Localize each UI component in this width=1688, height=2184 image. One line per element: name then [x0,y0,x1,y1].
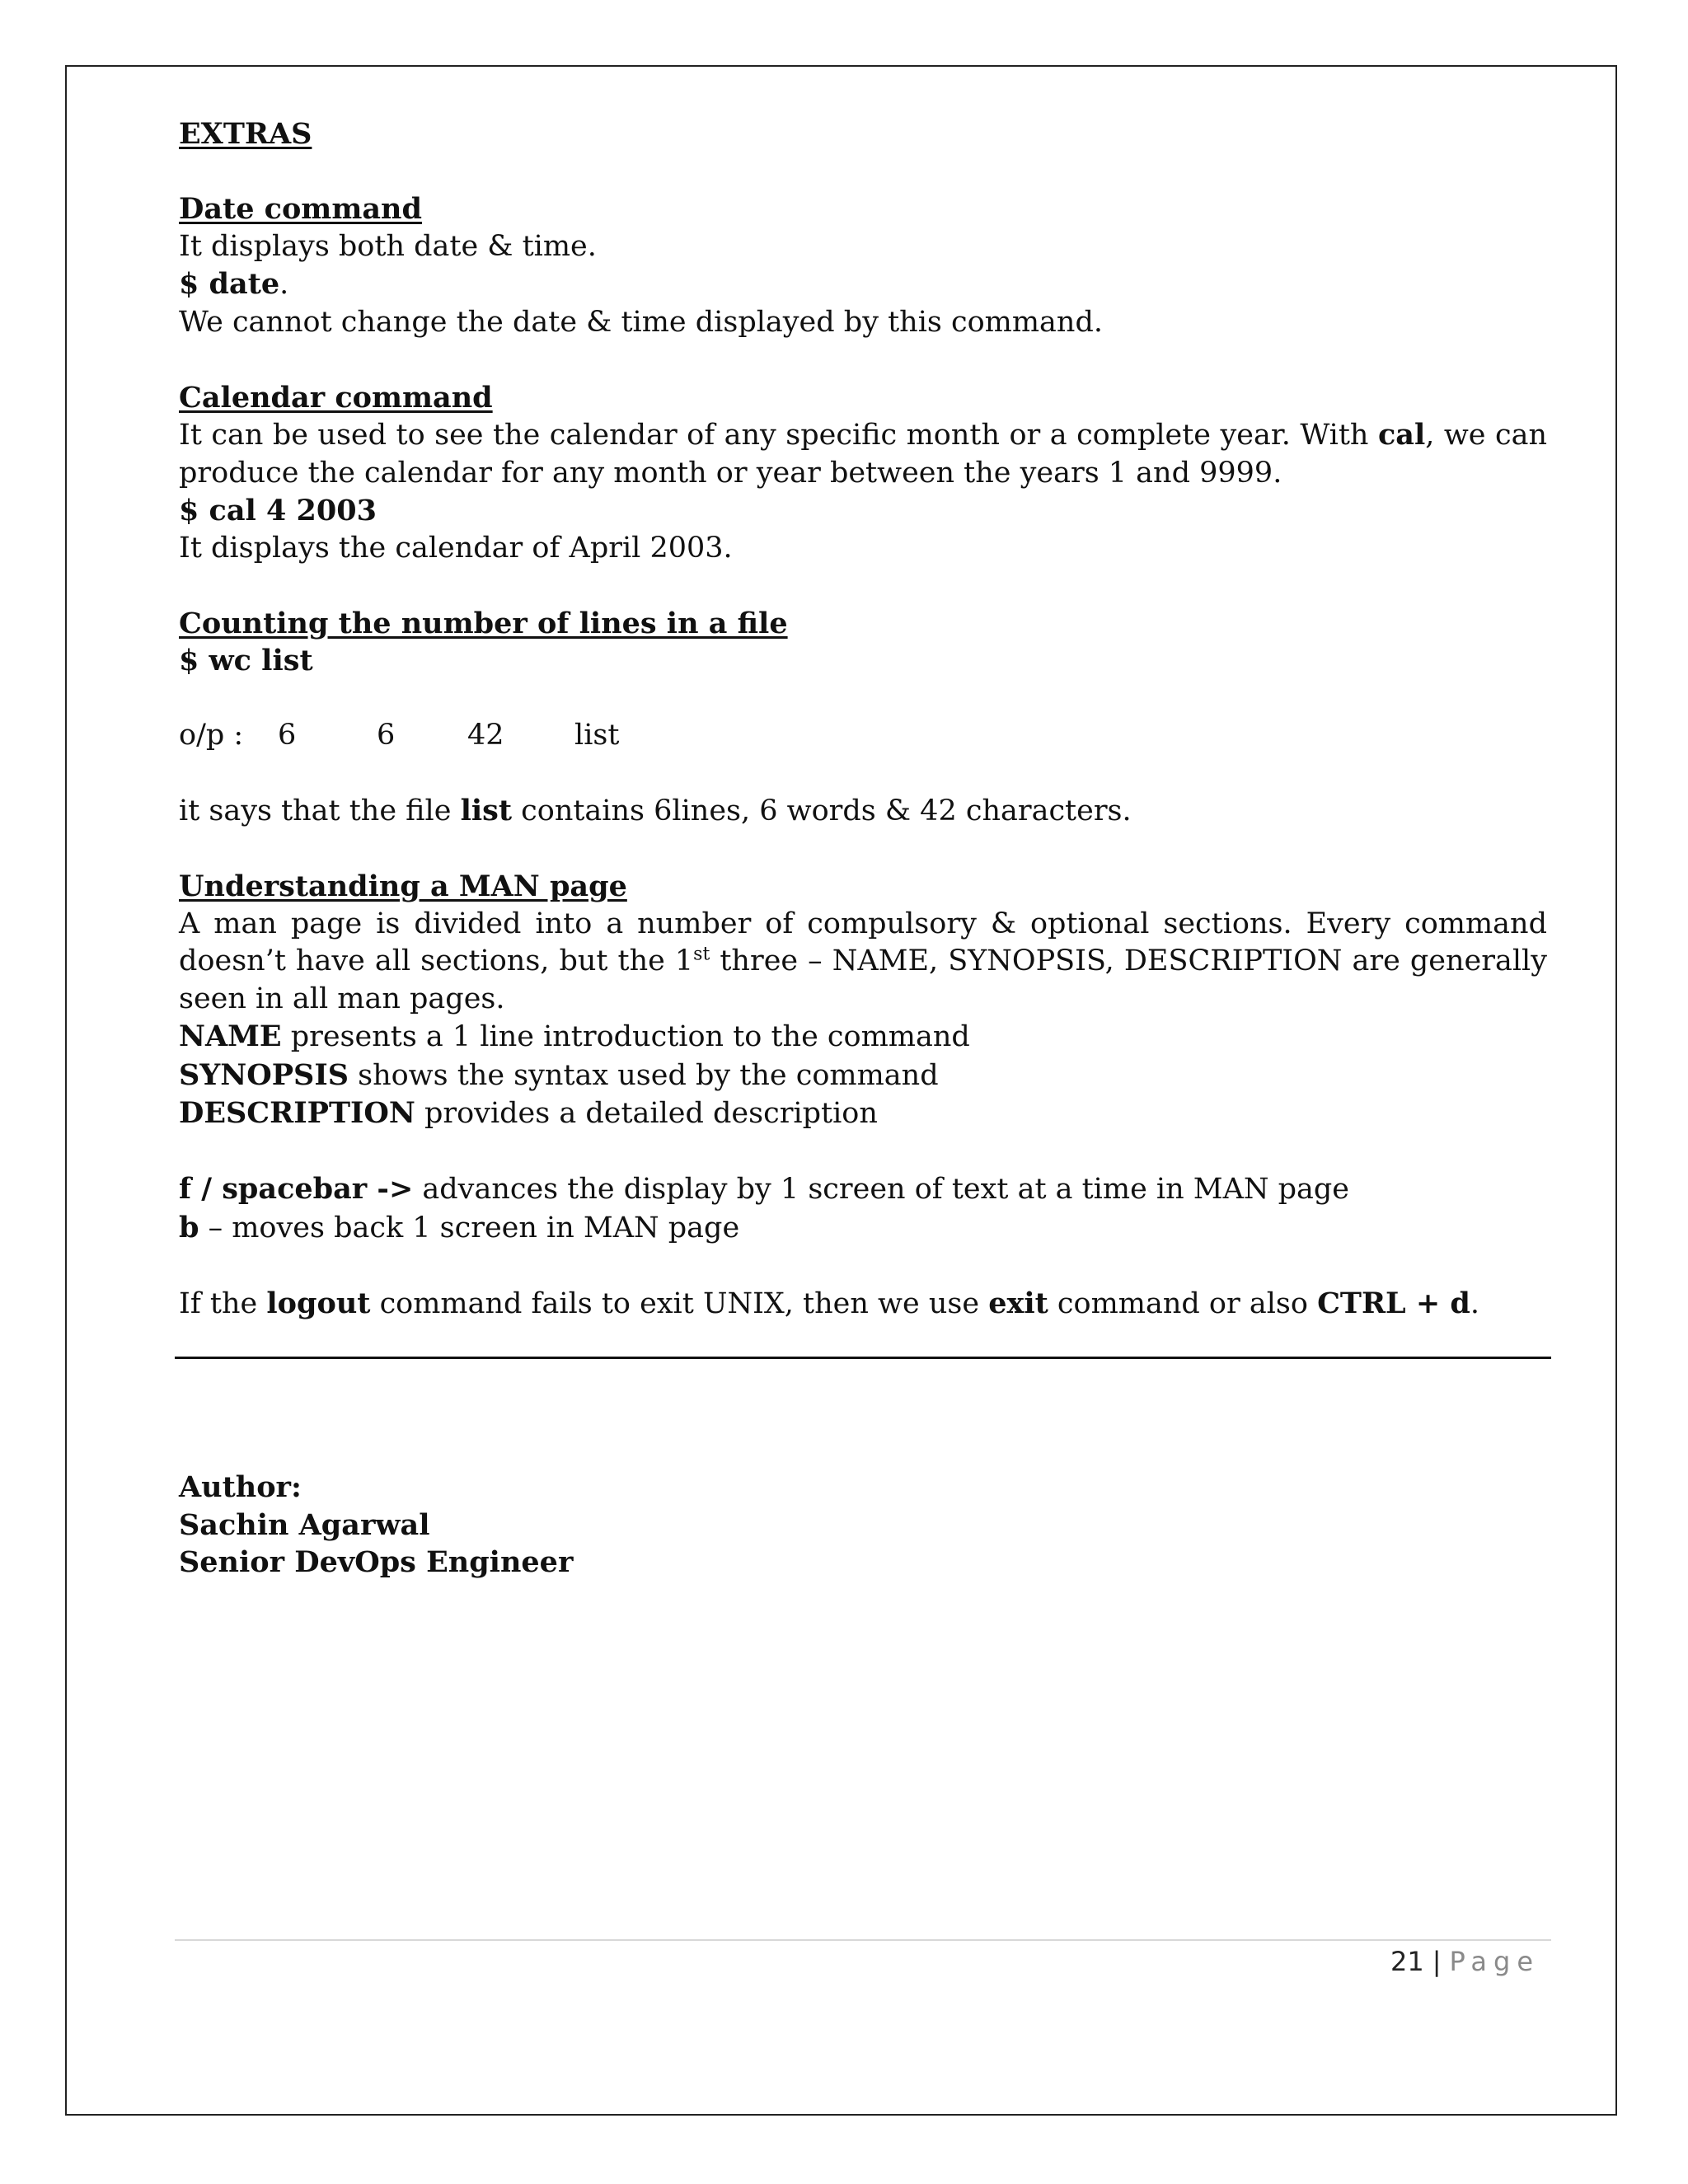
logout-line [179,1285,1547,1324]
date-command-line [179,265,1547,304]
ctrl-d-keyword: CTRL + d [1317,1286,1470,1320]
page-word: Page [1449,1946,1540,1977]
footer-divider [175,1939,1551,1941]
back-key: b [179,1210,199,1244]
synopsis-keyword: SYNOPSIS [179,1057,349,1092]
forward-description: advances the display by 1 screen of text at a time in MAN page [413,1173,1350,1206]
description-keyword: DESCRIPTION [179,1096,415,1130]
spacer [179,153,1547,191]
date-note: We cannot change the date & time displayed by this command. [179,305,1103,339]
spacer [179,567,1547,605]
date-command-suffix: . [279,268,289,301]
wc-command: $ wc list [179,644,313,677]
heading-man-page: Understanding a MAN page [179,869,627,903]
date-description: It displays both date & time. [179,229,597,263]
document-body [179,115,1547,1323]
output-lines: 6 [278,719,297,752]
list-filename: list [460,794,513,827]
spacer [179,680,1547,718]
wc-summary-text: it says that the file [179,794,461,827]
man-synopsis-line [179,1057,1547,1095]
cal-keyword: cal [1377,418,1426,452]
spacer [179,1247,1547,1285]
spacer [179,755,1547,793]
man-paragraph-text: A man page is divided into a number of compulsory & optional sections. Every command doesn’t have all sections, but the 1 [179,907,1547,977]
page-number-value: 21 [1390,1946,1424,1977]
spacer [179,341,1547,379]
author-block [179,1469,573,1582]
spacer [179,831,1547,869]
cal-result: It displays the calendar of April 2003. [179,531,733,565]
calendar-paragraph [179,416,1547,492]
ordinal-suffix: st [693,944,710,965]
man-description-line [179,1094,1547,1133]
logout-text-4: . [1470,1286,1479,1320]
heading-date-command: Date command [179,192,422,226]
exit-keyword: exit [988,1286,1048,1320]
section-title-extras: EXTRAS [179,117,312,151]
wc-summary [179,792,1547,831]
wc-summary-text-end: contains 6lines, 6 words & 42 characters. [512,794,1132,827]
spacer [179,1133,1547,1171]
page-number [1390,1943,1540,1980]
heading-calendar-command: Calendar command [179,380,493,415]
name-keyword: NAME [179,1019,282,1053]
calendar-paragraph-text: It can be used to see the calendar of any specific month or a complete year. With [179,419,1378,452]
page-number-separator: | [1432,1946,1442,1977]
cal-command: $ cal 4 2003 [179,494,377,527]
man-paragraph [179,906,1547,1019]
man-forward-line [179,1170,1547,1209]
synopsis-description: shows the syntax used by the command [348,1058,939,1092]
man-paragraph-text-end: three – NAME, SYNOPSIS, DESCRIPTION are generally seen in all man pages. [179,944,1547,1015]
date-command: $ date [179,267,280,301]
author-name: Sachin Agarwal [179,1507,430,1542]
author-role: Senior DevOps Engineer [179,1545,574,1579]
output-words: 6 [377,719,396,752]
name-description: presents a 1 line introduction to the command [281,1020,970,1053]
logout-text-3: command or also [1048,1286,1318,1320]
calendar-paragraph-text-end: , we can produce the calendar for any month or year between the years 1 and 9999. [179,419,1547,490]
author-label: Author: [179,1470,302,1504]
output-chars: 42 [467,719,504,752]
wc-output-row [179,717,1547,755]
description-description: provides a detailed description [415,1097,878,1130]
output-label: o/p : [179,719,244,752]
logout-text-2: command fails to exit UNIX, then we use [370,1286,989,1320]
logout-text-1: If the [179,1286,267,1320]
man-name-line [179,1018,1547,1057]
forward-keys: f / spacebar -> [179,1172,414,1206]
man-back-line [179,1209,1547,1248]
logout-keyword: logout [266,1286,371,1320]
back-description: – moves back 1 screen in MAN page [199,1211,740,1244]
output-filename: list [574,719,620,752]
section-divider [175,1357,1551,1359]
heading-count-lines: Counting the number of lines in a file [179,606,788,640]
